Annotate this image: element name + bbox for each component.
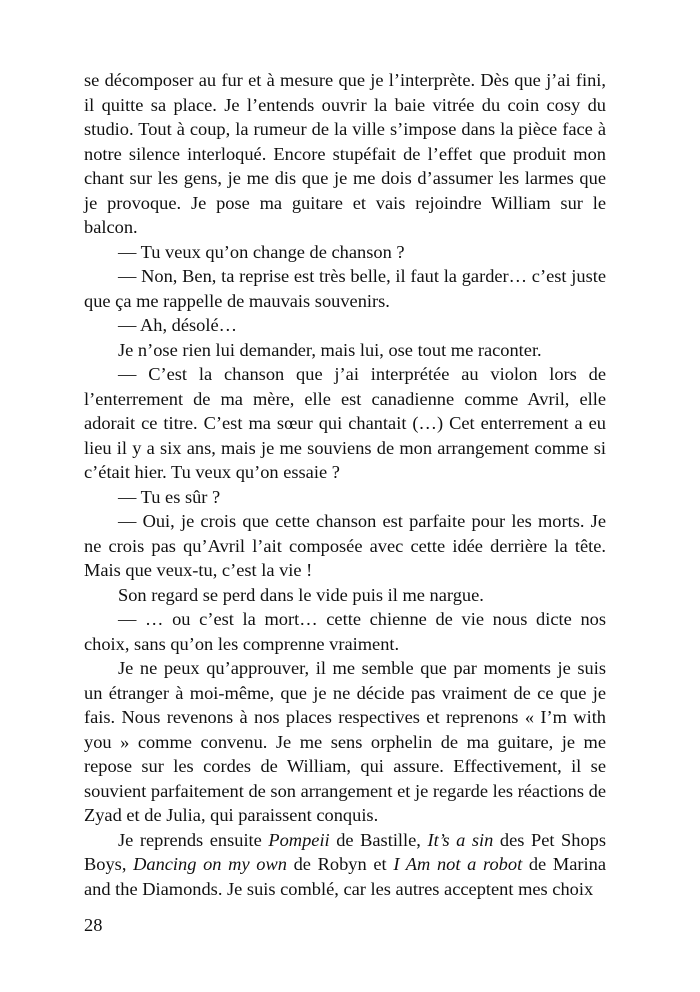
dialogue-line xyxy=(84,485,606,510)
dialogue-line xyxy=(84,607,606,656)
paragraph xyxy=(84,68,606,240)
paragraph xyxy=(84,583,606,608)
dialogue-line xyxy=(84,240,606,265)
song-title: I Am not a robot xyxy=(393,854,523,874)
song-title: It’s a sin xyxy=(427,829,494,850)
text-run: Je ne peux qu’approuver, il me semble que par moments je suis un étranger à moi-même, que je ne décide pas vraiment de ce que je fais. Nous revenons à nos places respectives et reprenons « I’m with you » comme convenu. Je me sens orphelin de ma guitare, je me repose sur les cordes de William, qui assure. Effectivement, il se souvient parfaitement de son arrangement et je regarde les réactions de Zyad et de Julia, qui paraissent conquis. xyxy=(84,658,606,825)
text-run: Son regard se perd dans le vide puis il me nargue. xyxy=(118,584,484,605)
text-run: — Oui, je crois que cette chanson est parfaite pour les morts. Je ne crois pas qu’Avril l’ait composée avec cette idée derrière la tête. Mais que veux-tu, c’est la vie ! xyxy=(84,511,606,580)
dialogue-line xyxy=(84,313,606,338)
text-run: — C’est la chanson que j’ai interprétée au violon lors de l’enterrement de ma mère, elle est canadienne comme Avril, elle adorait ce titre. C’est ma sœur qui chantait (…) Cet enterrement a eu lieu il y a six ans, mais je me souviens de mon arrangement comme si c’était hier. Tu veux qu’on essaie ? xyxy=(84,364,606,482)
text-run: Je reprends ensuite xyxy=(118,829,269,850)
paragraph xyxy=(84,338,606,363)
text-run: Je n’ose rien lui demander, mais lui, ose tout me raconter. xyxy=(118,339,542,360)
song-title: Dancing on my own xyxy=(133,854,287,874)
page-number: 28 xyxy=(84,915,103,935)
text-run: de Robyn et xyxy=(286,854,394,874)
text-run: — Non, Ben, ta reprise est très belle, il faut la garder… c’est juste que ça me rappelle de mauvais souvenirs. xyxy=(84,266,606,311)
song-title: Pompeii xyxy=(268,829,330,850)
paragraph xyxy=(84,828,606,902)
text-run: de Bastille, xyxy=(329,829,428,850)
dialogue-line xyxy=(84,509,606,583)
dialogue-line xyxy=(84,362,606,485)
dialogue-line xyxy=(84,264,606,313)
text-run: — Ah, désolé… xyxy=(118,315,238,335)
body-text xyxy=(84,68,606,901)
text-run: — Tu es sûr ? xyxy=(118,486,221,507)
paragraph xyxy=(84,656,606,828)
text-run: de Marina and the Diamonds. Je suis comblé, car les autres acceptent mes choix xyxy=(84,854,606,899)
text-run: — … ou c’est la mort… cette chienne de vie nous dicte nos choix, sans qu’on les comprenne vraiment. xyxy=(84,609,606,654)
text-run: — Tu veux qu’on change de chanson ? xyxy=(118,241,405,262)
text-run: se décomposer au fur et à mesure que je l’interprète. Dès que j’ai fini, il quitte sa place. Je l’entends ouvrir la baie vitrée du coin cosy du studio. Tout à coup, la rumeur de la ville s’impose dans la pièce face à notre silence interloqué. Encore stupéfait de l’effet que produit mon chant sur les gens, je me dis que je me dois d’assumer les larmes que je provoque. Je pose ma guitare et vais rejoindre William sur le balcon. xyxy=(84,70,606,237)
text-run: des Pet Shops Boys, xyxy=(84,829,607,874)
